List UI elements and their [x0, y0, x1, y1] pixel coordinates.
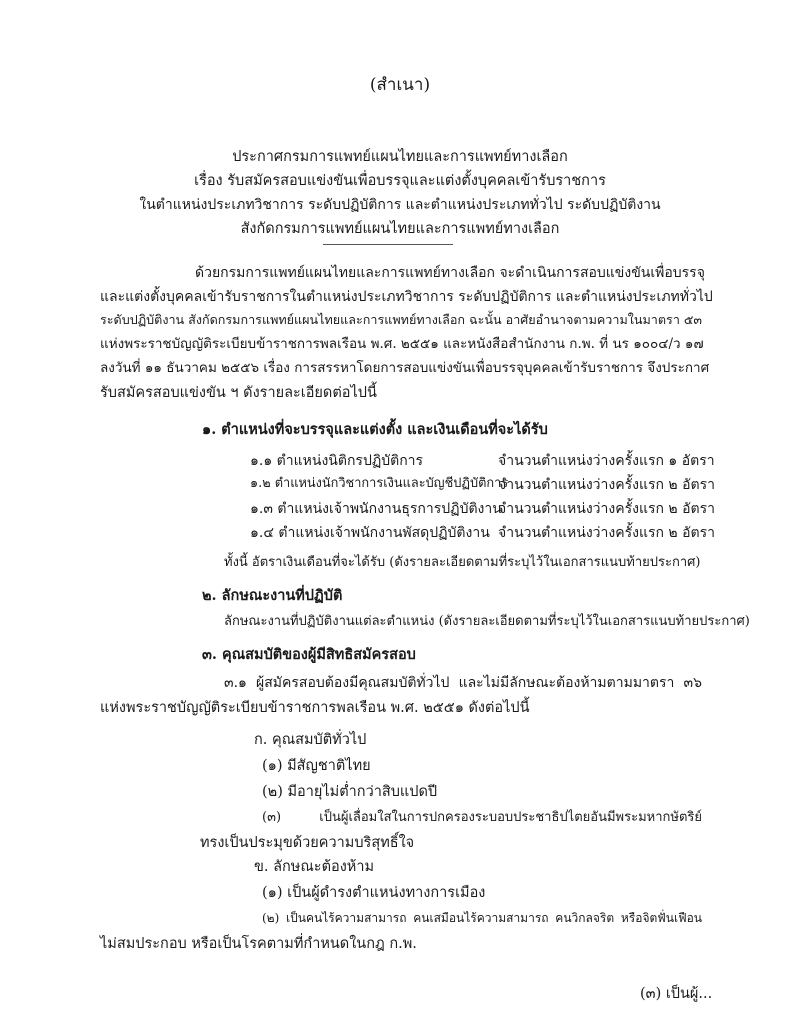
general-qualifications-heading: ก. คุณสมบัติทั่วไป [254, 732, 367, 748]
intro-line-6: รับสมัครสอบแข่งขัน ฯ ดังรายละเอียดต่อไปนี้ [100, 385, 377, 401]
prohibited-heading: ข. ลักษณะต้องห้าม [254, 859, 375, 875]
general-item: (๒) มีอายุไม่ต่ำกว่าสิบแปดปี [262, 784, 438, 800]
copy-label: (สำเนา) [369, 75, 431, 95]
section3-heading: ๓. คุณสมบัติของผู้มีสิทธิสมัครสอบ [202, 646, 416, 663]
general-item-3-line-1: (๓) เป็นผู้เลื่อมใสในการปกครองระบอบประชาธิปไตยอันมีพระมหากษัตริย์ [262, 810, 702, 825]
section3-para-line-1: ๓.๑ ผู้สมัครสอบต้องมีคุณสมบัติทั่วไป และไม่มีลักษณะต้องห้ามตามมาตรา ๓๖ [224, 675, 702, 691]
header-line-4: สังกัดกรมการแพทย์แผนไทยและการแพทย์ทางเลือก [240, 221, 560, 237]
prohibited-item-1: (๑) เป็นผู้ดำรงตำแหน่งทางการเมือง [262, 885, 486, 901]
continuation-marker: (๓) เป็นผู้... [640, 986, 713, 1002]
position-title: ๑.๒ ตำแหน่งนักวิชาการเงินและบัญชีปฏิบัติการ [250, 476, 509, 491]
position-title: ๑.๔ ตำแหน่งเจ้าพนักงานพัสดุปฏิบัติงาน [250, 525, 490, 541]
general-item: (๑) มีสัญชาติไทย [262, 758, 371, 774]
prohibited-item-2-line-2: ไม่สมประกอบ หรือเป็นโรคตามที่กำหนดในกฎ ก.พ. [100, 936, 417, 952]
header-line-1: ประกาศกรมการแพทย์แผนไทยและการแพทย์ทางเลือก [232, 149, 568, 165]
position-count: จำนวนตำแหน่งว่างครั้งแรก ๒ อัตรา [498, 477, 715, 493]
position-count: จำนวนตำแหน่งว่างครั้งแรก ๒ อัตรา [498, 525, 715, 541]
position-count: จำนวนตำแหน่งว่างครั้งแรก ๑ อัตรา [498, 453, 715, 469]
header-line-3: ในตำแหน่งประเภทวิชาการ ระดับปฏิบัติการ และตำแหน่งประเภททั่วไป ระดับปฏิบัติงาน [139, 197, 661, 213]
intro-line-5: ลงวันที่ ๑๑ ธันวาคม ๒๕๕๖ เรื่อง การสรรหาโดยการสอบแข่งขันเพื่อบรรจุบุคคลเข้ารับราชการ จึงประกาศ [100, 360, 710, 376]
salary-note: ทั้งนี้ อัตราเงินเดือนที่จะได้รับ (ดังรายละเอียดตามที่ระบุไว้ในเอกสารแนบท้ายประกาศ) [224, 555, 701, 570]
intro-line-1: ด้วยกรมการแพทย์แผนไทยและการแพทย์ทางเลือก จะดำเนินการสอบแข่งขันเพื่อบรรจุ [195, 265, 705, 281]
position-title: ๑.๓ ตำแหน่งเจ้าพนักงานธุรการปฏิบัติงาน [250, 501, 502, 517]
section2-text: ลักษณะงานที่ปฏิบัติงานแต่ละตำแหน่ง (ดังรายละเอียดตามที่ระบุไว้ในเอกสารแนบท้ายประกาศ) [224, 614, 750, 629]
section1-heading: ๑. ตำแหน่งที่จะบรรจุและแต่งตั้ง และเงินเดือนที่จะได้รับ [202, 421, 548, 438]
intro-line-2: และแต่งตั้งบุคคลเข้ารับราชการในตำแหน่งประเภทวิชาการ ระดับปฏิบัติการ และตำแหน่งประเภททั่วไป [100, 289, 713, 305]
section2-heading: ๒. ลักษณะงานที่ปฏิบัติ [202, 587, 343, 604]
intro-line-4: แห่งพระราชบัญญัติระเบียบข้าราชการพลเรือน พ.ศ. ๒๕๕๑ และหนังสือสำนักงาน ก.พ. ที่ นร ๑๐๐๔/ว ๑๗ [100, 336, 704, 352]
intro-line-3: ระดับปฏิบัติงาน สังกัดกรมการแพทย์แผนไทยและการแพทย์ทางเลือก ฉะนั้น อาศัยอำนาจตามความในมาตรา ๕๓ [100, 312, 703, 327]
position-title: ๑.๑ ตำแหน่งนิติกรปฏิบัติการ [250, 453, 424, 469]
header-divider [323, 244, 453, 245]
header-line-2: เรื่อง รับสมัครสอบแข่งขันเพื่อบรรจุและแต่งตั้งบุคคลเข้ารับราชการ [194, 173, 606, 189]
prohibited-item-2-line-1: (๒) เป็นคนไร้ความสามารถ คนเสมือนไร้ความสามารถ คนวิกลจริต หรือจิตฟั่นเฟือน [262, 911, 702, 925]
position-count: จำนวนตำแหน่งว่างครั้งแรก ๒ อัตรา [498, 501, 715, 517]
section3-para-line-2: แห่งพระราชบัญญัติระเบียบข้าราชการพลเรือน พ.ศ. ๒๕๕๑ ดังต่อไปนี้ [100, 700, 530, 716]
general-item-3-line-2: ทรงเป็นประมุขด้วยความบริสุทธิ์ใจ [200, 835, 415, 851]
